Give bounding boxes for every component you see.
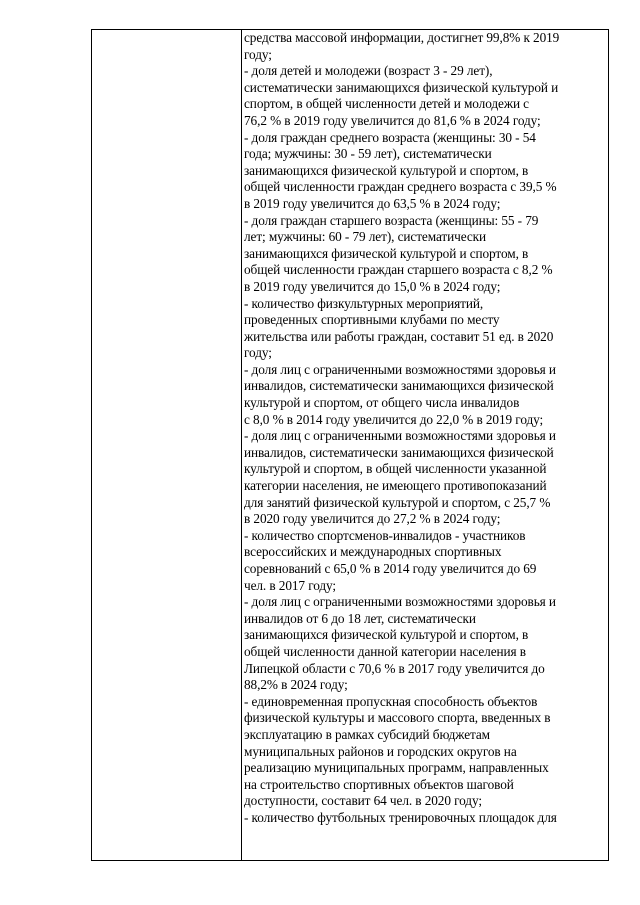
text-line: общей численности данной категории населения в [244, 643, 526, 659]
text-line: занимающихся физической культурой и спортом, в [244, 162, 529, 178]
text-line: - доля лиц с ограниченными возможностями здоровья и [244, 361, 556, 377]
text-line: чел. в 2017 году; [244, 577, 337, 593]
text-line: физической культуры и массового спорта, введенных в [244, 710, 551, 726]
text-line: общей численности граждан среднего возраста с 39,5 % [244, 179, 557, 195]
text-line: в 2019 году увеличится до 15,0 % в 2024 году; [244, 278, 501, 294]
text-line: - доля лиц с ограниченными возможностями здоровья и [244, 428, 556, 444]
text-line: инвалидов, систематически занимающихся физической [244, 378, 554, 394]
text-line: для занятий физической культурой и спортом, с 25,7 % [244, 494, 551, 510]
text-line: в 2019 году увеличится до 63,5 % в 2024 году; [244, 195, 501, 211]
text-line: 88,2% в 2024 году; [244, 677, 348, 693]
text-line: - доля граждан среднего возраста (женщины: 30 - 54 [244, 129, 536, 145]
text-line: муниципальных районов и городских округов на [244, 743, 517, 759]
table-cell-right [242, 30, 609, 861]
text-line: занимающихся физической культурой и спортом, в [244, 627, 529, 643]
text-line: в 2020 году увеличится до 27,2 % в 2024 году; [244, 511, 501, 527]
table-cell-left [92, 30, 242, 861]
text-line: проведенных спортивными клубами по месту [244, 312, 500, 328]
text-line: жительства или работы граждан, составит 51 ед. в 2020 [244, 328, 554, 344]
text-line: реализацию муниципальных программ, направленных [244, 760, 549, 776]
text-line: - доля лиц с ограниченными возможностями здоровья и [244, 594, 556, 610]
indicator-text [242, 30, 608, 860]
text-line: доступности, составит 64 чел. в 2020 году; [244, 793, 482, 809]
text-line: года; мужчины: 30 - 59 лет), систематически [244, 146, 492, 162]
text-line: году; [244, 345, 272, 361]
text-line: - доля граждан старшего возраста (женщины: 55 - 79 [244, 212, 539, 228]
text-line: инвалидов, систематически занимающихся физической [244, 444, 554, 460]
text-line: культурой и спортом, от общего числа инвалидов [244, 395, 520, 411]
text-line: общей численности граждан старшего возраста с 8,2 % [244, 262, 553, 278]
text-line: занимающихся физической культурой и спортом, в [244, 245, 529, 261]
text-line: спортом, в общей численности детей и молодежи с [244, 96, 529, 112]
text-line: - доля детей и молодежи (возраст 3 - 29 лет), [244, 63, 493, 79]
table-row [92, 30, 609, 861]
text-line: соревнований с 65,0 % в 2014 году увеличится до 69 [244, 561, 537, 576]
text-line: инвалидов от 6 до 18 лет, систематически [244, 610, 476, 626]
text-line: - количество спортсменов-инвалидов - участников [244, 527, 526, 543]
text-line: культурой и спортом, в общей численности указанной [244, 461, 547, 477]
text-line: Липецкой области с 70,6 % в 2017 году увеличится до [244, 660, 545, 676]
document-table [91, 29, 609, 861]
text-line: 76,2 % в 2019 году увеличится до 81,6 % в 2024 году; [244, 112, 541, 128]
text-line: - количество физкультурных мероприятий, [244, 295, 484, 311]
text-line: систематически занимающихся физической культурой и [244, 79, 559, 95]
text-line: - количество футбольных тренировочных площадок для [244, 809, 557, 825]
text-line: категории населения, не имеющего противопоказаний [244, 478, 547, 494]
text-line: лет; мужчины: 60 - 79 лет), систематически [244, 229, 487, 245]
text-line: с 8,0 % в 2014 году увеличится до 22,0 % в 2019 году; [244, 411, 544, 427]
text-line: всероссийских и международных спортивных [244, 544, 502, 560]
text-line: на строительство спортивных объектов шаговой [244, 776, 514, 792]
text-line: - единовременная пропускная способность объектов [244, 693, 538, 709]
text-line: средства массовой информации, достигнет 99,8% к 2019 [244, 30, 560, 45]
text-line: году; [244, 46, 272, 62]
text-line: эксплуатацию в рамках субсидий бюджетам [244, 726, 490, 742]
